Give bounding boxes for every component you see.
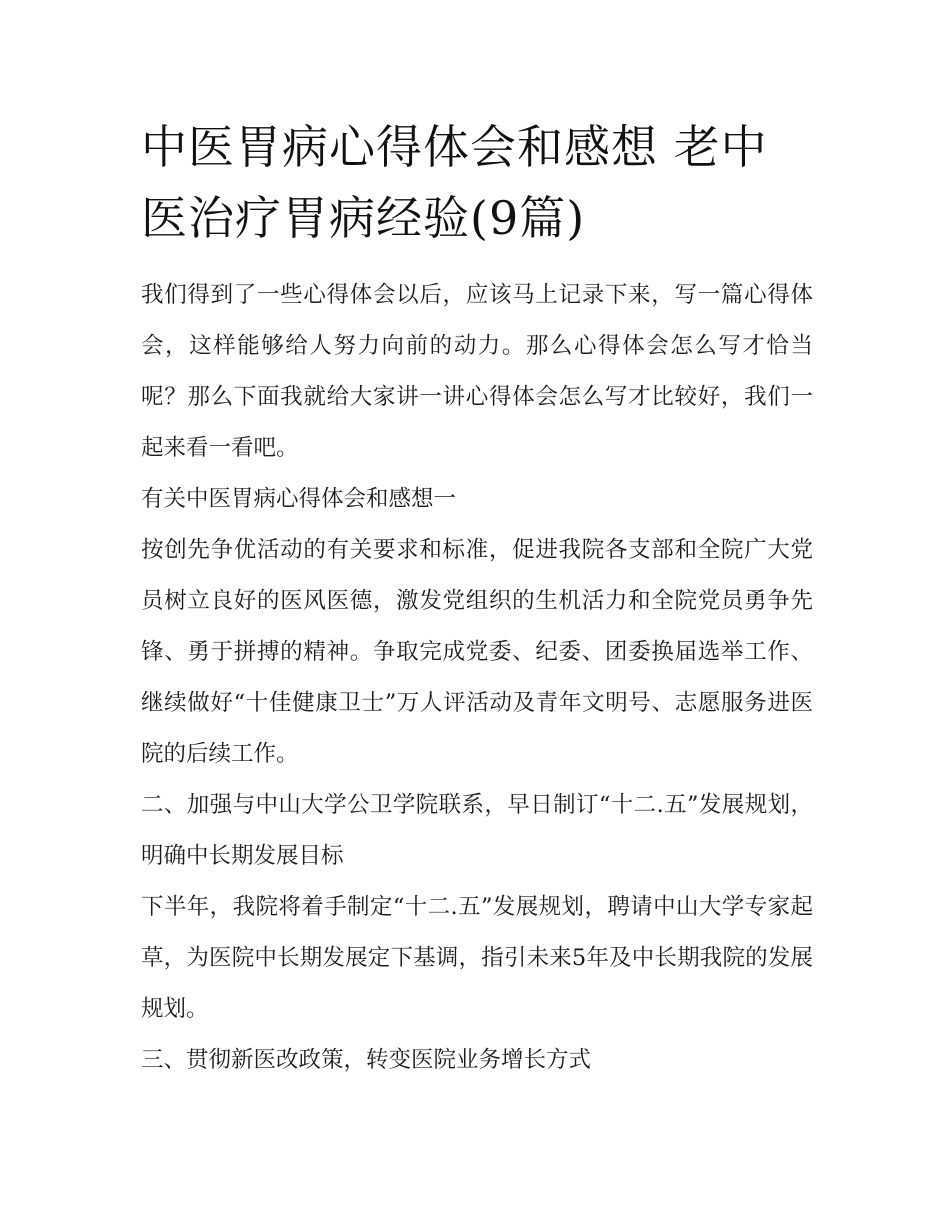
section-heading-3: 三、贯彻新医改政策，转变医院业务增长方式 — [141, 1047, 592, 1073]
document-body — [141, 112, 813, 1086]
intro-paragraph: 我们得到了一些心得体会以后，应该马上记录下来，写一篇心得体会，这样能够给人努力向前的动力。那么心得体会怎么写才恰当呢？那么下面我就给大家讲一讲心得体会怎么写才比较好，我们一起来看一看吧。 — [141, 282, 813, 461]
section-heading-2: 二、加强与中山大学公卫学院联系，早日制订“十二.五”发展规划，明确中长期发展目标 — [141, 792, 813, 869]
body-paragraph-2: 下半年，我院将着手制定“十二.五”发展规划，聘请中山大学专家起草，为医院中长期发展定下基调，指引未来5年及中长期我院的发展规划。 — [141, 894, 813, 1022]
section-heading-1: 有关中医胃病心得体会和感想一 — [141, 486, 457, 512]
body-paragraph-1: 按创先争优活动的有关要求和标准，促进我院各支部和全院广大党员树立良好的医风医德，激发党组织的生机活力和全院党员勇争先锋、勇于拼搏的精神。争取完成党委、纪委、团委换届选举工作、继续做好“十佳健康卫士”万人评活动及青年文明号、志愿服务进医院的后续工作。 — [141, 537, 813, 767]
document-title: 中医胃病心得体会和感想 老中医治疗胃病经验(9篇) — [141, 120, 768, 245]
